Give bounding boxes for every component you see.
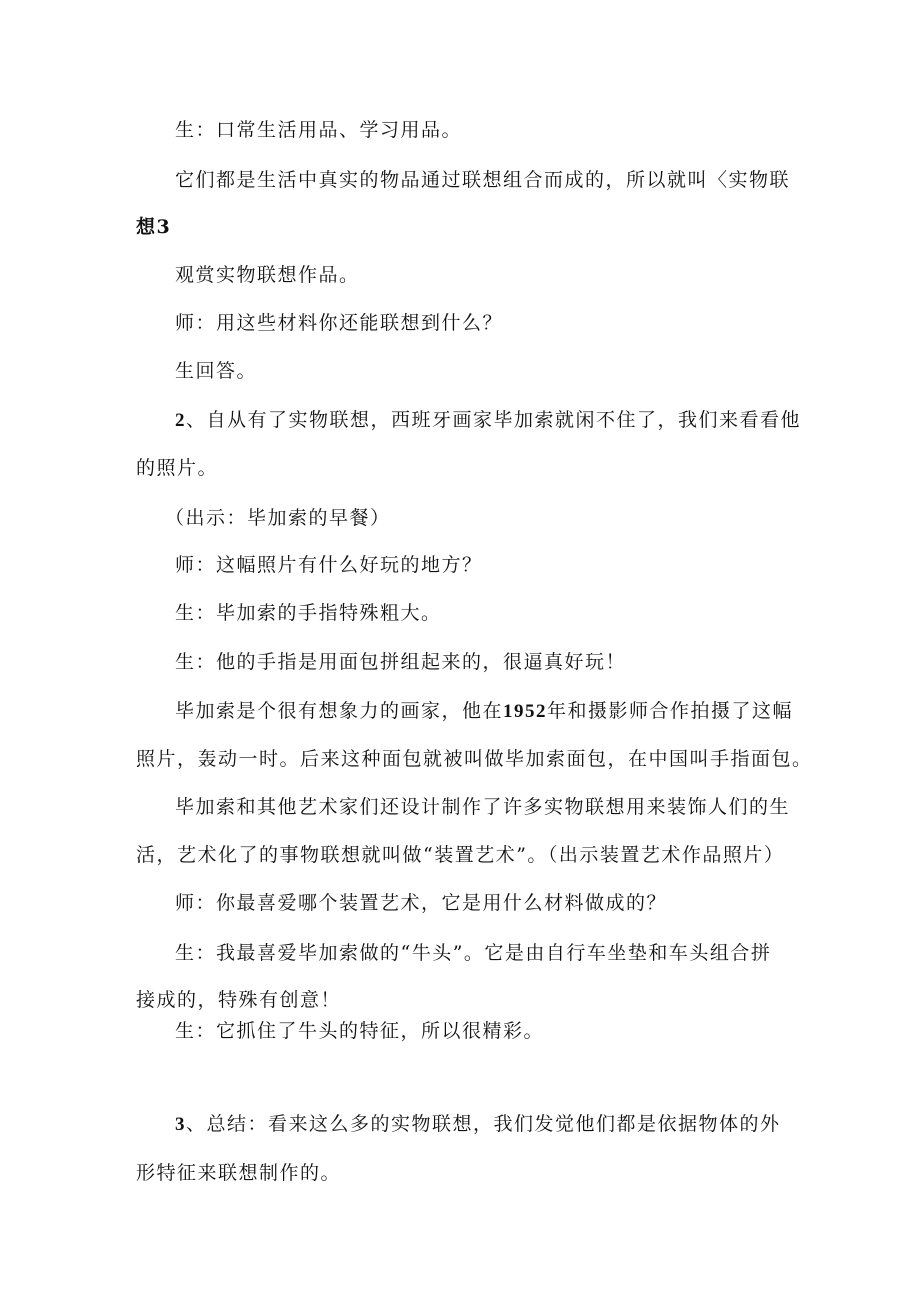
text-line-11: 生：毕加索的手指特殊粗大。 (175, 602, 442, 624)
text-line-15: 毕加索和其他艺术家们还设计制作了许多实物联想用来装饰人们的生 (175, 796, 791, 818)
text-line-13-post: 年和摄影师合作拍摄了这幅 (547, 700, 794, 722)
text-line-10: 师：这幅照片有什么好玩的地方？ (175, 554, 483, 576)
text-line-3 (136, 215, 171, 239)
text-line-5: 师：用这些材料你还能联想到什么？ (175, 312, 504, 334)
text-line-7 (175, 408, 801, 433)
text-line-22: 形特征来联想制作的。 (136, 1162, 342, 1184)
text-line-17: 师：你最喜爱哪个装置艺术，它是用什么材料做成的？ (175, 892, 668, 914)
text-line-16: 活，艺术化了的事物联想就叫做“装置艺术”。（出示装置艺术作品照片） (136, 844, 785, 866)
text-line-14: 照片，轰动一时。后来这种面包就被叫做毕加索面包，在中国叫手指面包。 (136, 748, 813, 770)
text-line-6: 生回答。 (175, 360, 258, 382)
list-number-3: 3 (175, 1114, 186, 1135)
text-line-2: 它们都是生活中真实的物品通过联想组合而成的，所以就叫〈实物联 (175, 169, 791, 191)
text-line-9: （出示：毕加索的早餐） (165, 507, 391, 529)
text-line-1: 生：口常生活用品、学习用品。 (175, 119, 463, 141)
year-number: 1952 (503, 701, 548, 722)
text-line-7-content: 、自从有了实物联想，西班牙画家毕加索就闲不住了，我们来看看他 (186, 409, 802, 431)
list-number-2: 2 (175, 410, 186, 431)
text-line-19: 接成的，特殊有创意！ (136, 989, 342, 1011)
text-line-13-pre: 毕加索是个很有想象力的画家，他在 (175, 700, 504, 722)
text-line-3-content: 想3 (136, 216, 172, 238)
text-line-8: 的照片。 (136, 457, 219, 479)
text-line-21 (175, 1112, 781, 1137)
text-line-18: 生：我最喜爱毕加索做的“牛头”。它是由自行车坐垫和车头组合拼 (175, 942, 772, 964)
text-line-12: 生：他的手指是用面包拼组起来的，很逼真好玩！ (175, 651, 627, 673)
text-line-13 (175, 699, 793, 724)
text-line-20: 生：它抓住了牛头的特征，所以很精彩。 (175, 1020, 545, 1042)
text-line-4: 观赏实物联想作品。 (175, 264, 360, 286)
text-line-21-content: 、总结：看来这么多的实物联想，我们发觉他们都是依据物体的外 (186, 1113, 781, 1135)
